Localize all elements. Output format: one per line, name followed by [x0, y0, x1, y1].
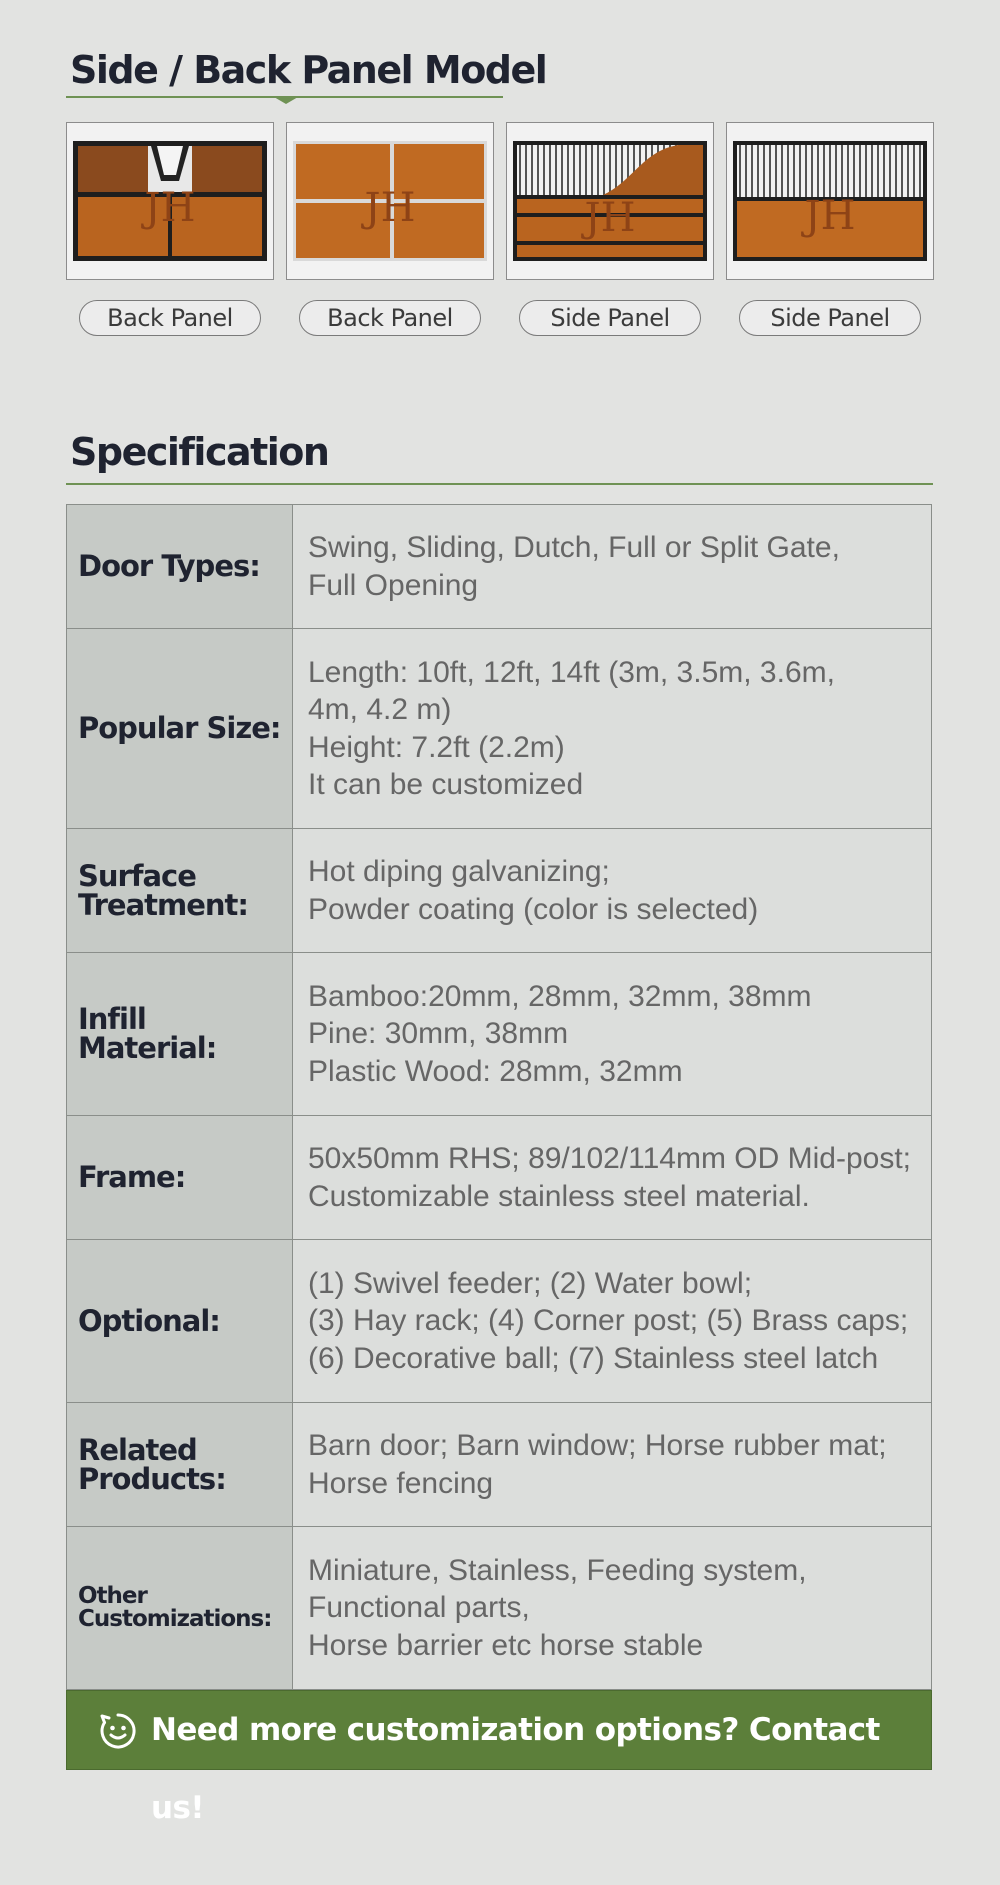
spec-title-underline	[66, 483, 933, 485]
spec-value: Barn door; Barn window; Horse rubber mat; Horse fencing	[293, 1403, 932, 1527]
spec-key: Frame:	[67, 1116, 293, 1240]
spec-row-other-customizations	[67, 1527, 932, 1690]
spec-row-infill-material	[67, 953, 932, 1116]
spec-table	[66, 504, 932, 1690]
spec-value: Hot diping galvanizing; Powder coating (color is selected)	[293, 829, 932, 953]
spec-value: Bamboo:20mm, 28mm, 32mm, 38mm Pine: 30mm, 38mm Plastic Wood: 28mm, 32mm	[293, 953, 932, 1116]
side-panel-image-1[interactable]	[506, 122, 714, 280]
spec-row-door-types	[67, 505, 932, 629]
spec-section-title: Specification	[70, 430, 329, 474]
spec-key: Door Types:	[67, 505, 293, 629]
spec-row-optional	[67, 1240, 932, 1403]
svg-text:JH: JH	[584, 195, 636, 241]
panel-label-side-1[interactable]: Side Panel	[519, 300, 701, 336]
side-panel-image-2[interactable]	[726, 122, 934, 280]
back-panel-image-1[interactable]	[66, 122, 274, 280]
panel-section-title: Side / Back Panel Model	[70, 48, 547, 92]
spec-row-related-products	[67, 1403, 932, 1527]
spec-row-popular-size	[67, 629, 932, 829]
spec-key: Surface Treatment:	[67, 829, 293, 953]
panel-label-side-2[interactable]: Side Panel	[739, 300, 921, 336]
svg-text:JH: JH	[144, 185, 196, 231]
spec-key: Related Products:	[67, 1403, 293, 1527]
contact-cta-banner[interactable]	[66, 1690, 932, 1826]
spec-key: Other Customizations:	[67, 1527, 293, 1690]
svg-text:JH: JH	[804, 193, 856, 239]
smile-chat-icon	[99, 1712, 137, 1750]
spec-key: Optional:	[67, 1240, 293, 1403]
spec-key: Popular Size:	[67, 629, 293, 829]
back-panel-image-2[interactable]	[286, 122, 494, 280]
spec-value: Length: 10ft, 12ft, 14ft (3m, 3.5m, 3.6m, 4m, 4.2 m) Height: 7.2ft (2.2m) It can be customized	[293, 629, 932, 829]
spec-row-surface-treatment	[67, 829, 932, 953]
underline-notch	[274, 97, 298, 104]
spec-row-frame	[67, 1116, 932, 1240]
spec-value: Miniature, Stainless, Feeding system, Functional parts, Horse barrier etc horse stable	[293, 1527, 932, 1690]
panel-label-back-2[interactable]: Back Panel	[299, 300, 481, 336]
spec-value: (1) Swivel feeder; (2) Water bowl; (3) Hay rack; (4) Corner post; (5) Brass caps; (6) Decorative ball; (7) Stainless steel latch	[293, 1240, 932, 1403]
spec-value: 50x50mm RHS; 89/102/114mm OD Mid-post; Customizable stainless steel material.	[293, 1116, 932, 1240]
cta-text[interactable]: Need more customization options? Contact us!	[151, 1712, 880, 1826]
svg-text:JH: JH	[364, 185, 416, 231]
spec-value: Swing, Sliding, Dutch, Full or Split Gate, Full Opening	[293, 505, 932, 629]
spec-key: Infill Material:	[67, 953, 293, 1116]
panel-label-back-1[interactable]: Back Panel	[79, 300, 261, 336]
